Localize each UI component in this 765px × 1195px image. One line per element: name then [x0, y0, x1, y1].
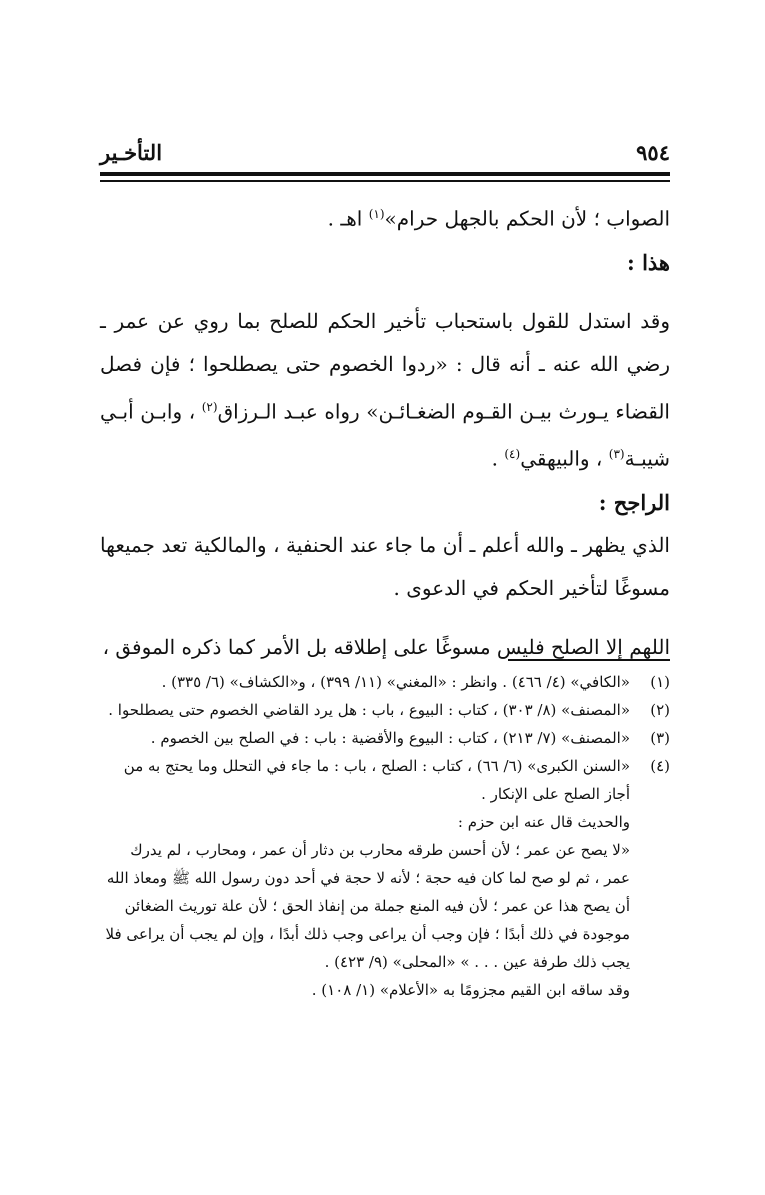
footnote-ref: (٢) — [201, 399, 218, 414]
footnote-text: وقد ساقه ابن القيم مجزومًا به «الأعلام» (١/ ١٠٨) . — [311, 981, 630, 999]
paragraph-2: وقد استدل للقول باستحباب تأخير الحكم للصلح بما روي عن عمر ـ رضي الله عنه ـ أنه قال : «ردوا الخصوم حتى يصطلحوا ؛ فإن فصل القضاء يـورث بيـن القـوم الضغـائـن» رواه عبـد الـرزاق$^{(٢)}$ ، وابـن أبـي شيبـة$^{(٣)}$ ، والبيهقي$^{(٤)}$ . — [100, 308, 670, 471]
page-header — [100, 140, 670, 170]
footnote-number: (١) — [650, 673, 670, 691]
footnote — [100, 668, 670, 696]
footnote-number: (٣) — [650, 729, 670, 747]
footnote-quote: «لا يصح عن عمر ؛ لأن أحسن طرقه محارب بن دثار أن عمر ، ومحارب ، لم يدرك عمر ، ثم لو صح لما كان فيه حجة ؛ لأنه لا حجة في أحد دون رسول الله ﷺ ومعاذ الله أن يصح هذا عن عمر ؛ لأن فيه المنع جملة من إنفاذ الحق ؛ لأن علة توريث الضغائن موجودة في ذلك أبدًا ؛ فإن وجب أن يراعى وجب ذلك أبدًا ، وإن لم يجب أن يراعى فلا يجب ذلك طرفة عين . . . » «المحلى» (٩/ ٤٢٣) . — [105, 841, 630, 971]
footnote-separator — [508, 659, 670, 661]
main-text — [100, 193, 670, 669]
paragraph-4: اللهم إلا الصلح فليس مسوغًا على إطلاقه بل الأمر كما ذكره الموفق ، — [102, 634, 670, 659]
footnote-number: (٤) — [650, 757, 670, 775]
footnote-text: «الكافي» (٤/ ٤٦٦) . وانظر : «المغني» (١١/ ٣٩٩) ، و«الكشاف» (٦/ ٣٣٥) . — [161, 673, 630, 691]
header-rule-thin — [100, 180, 670, 182]
footnote-ref: (٣) — [608, 447, 625, 462]
footnote-ref: (٤) — [504, 447, 521, 462]
running-title: التأخـير — [100, 140, 163, 165]
heading-hatha: هذا : — [627, 249, 670, 275]
footnote — [100, 724, 670, 752]
footnote — [100, 752, 670, 1004]
footnote-ref: (١) — [368, 207, 385, 221]
footnote — [100, 696, 670, 724]
header-rule-thick — [100, 172, 670, 176]
footnote-text: «المصنف» (٨/ ٣٠٣) ، كتاب : البيوع ، باب : هل يرد القاضي الخصوم حتى يصطلحوا . — [108, 701, 630, 719]
footnote-text: والحديث قال عنه ابن حزم : — [457, 813, 630, 831]
page-number: ٩٥٤ — [636, 140, 670, 165]
footnote-number: (٢) — [650, 701, 670, 719]
footnote-text: «المصنف» (٧/ ٢١٣) ، كتاب : البيوع والأقضية : باب : في الصلح بين الخصوم . — [150, 729, 630, 747]
footnote-text: «السنن الكبرى» (٦/ ٦٦) ، كتاب : الصلح ، باب : ما جاء في التحلل وما يحتج به من أجاز الصلح على الإنكار . — [123, 757, 630, 803]
paragraph-1: الصواب ؛ لأن الحكم بالجهل حرام»$^{(١)}$ اهـ . — [327, 206, 670, 231]
paragraph-3: الذي يظهر ـ والله أعلم ـ أن ما جاء عند الحنفية ، والمالكية تعد جميعها مسوغًا لتأخير الحكم في الدعوى . — [100, 532, 670, 600]
heading-rajih: الراجح : — [598, 489, 670, 515]
footnotes — [100, 668, 670, 1004]
